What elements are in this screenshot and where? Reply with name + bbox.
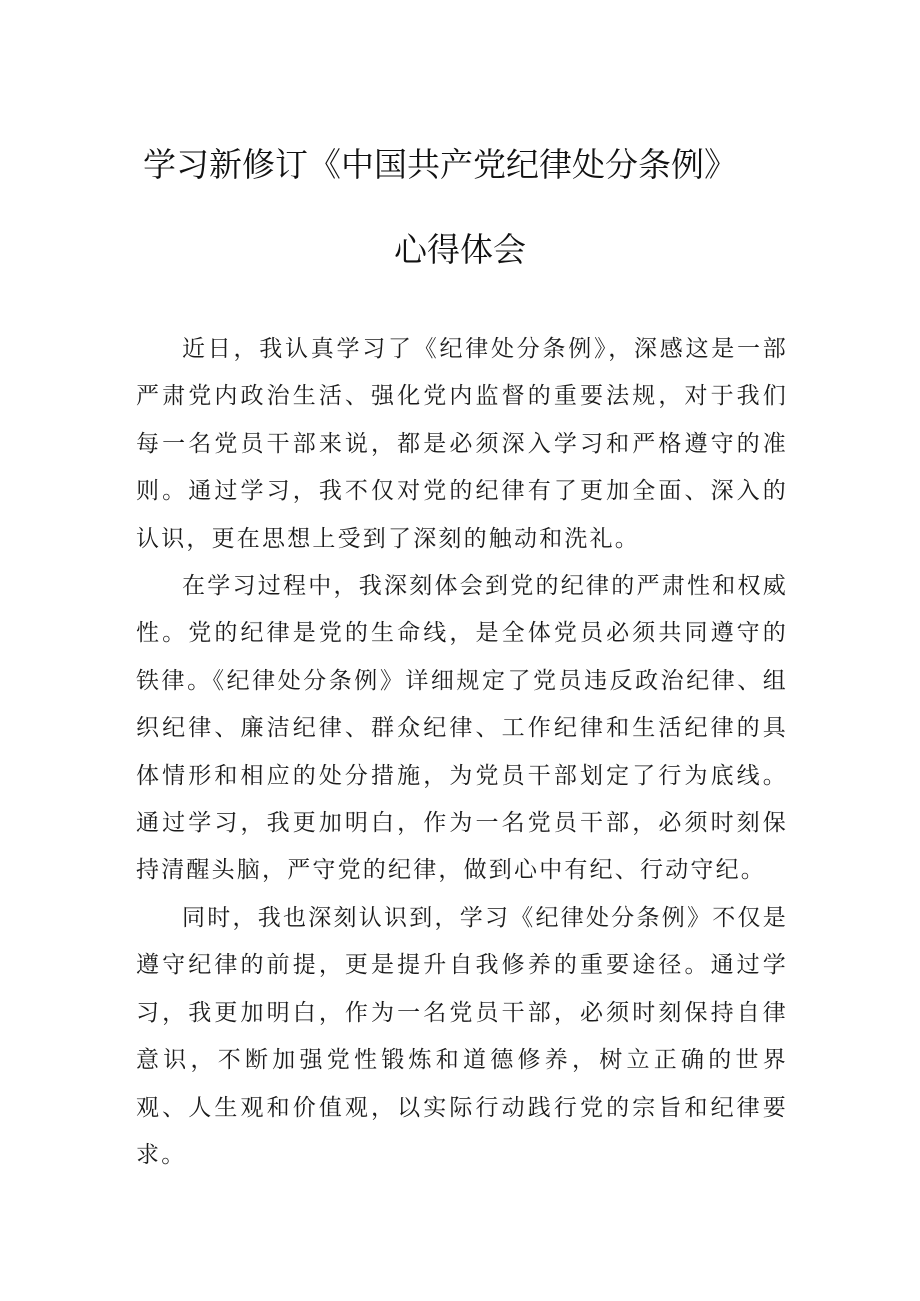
paragraph-1: 近日，我认真学习了《纪律处分条例》，深感这是一部严肃党内政治生活、强化党内监督的重要法规，对于我们每一名党员干部来说，都是必须深入学习和严格遵守的准则。通过学习，我不仅对党的纪律有了更加全面、深入的认识，更在思想上受到了深刻的触动和洗礼。 bbox=[136, 336, 788, 552]
paragraph-2: 在学习过程中，我深刻体会到党的纪律的严肃性和权威性。党的纪律是党的生命线，是全体党员必须共同遵守的铁律。《纪律处分条例》详细规定了党员违反政治纪律、组织纪律、廉洁纪律、群众纪律、工作纪律和生活纪律的具体情形和相应的处分措施，为党员干部划定了行为底线。通过学习，我更加明白，作为一名党员干部，必须时刻保持清醒头脑，严守党的纪律，做到心中有纪、行动守纪。 bbox=[136, 573, 788, 884]
document-title-line1: 学习新修订《中国共产党纪律处分条例》 bbox=[143, 145, 737, 184]
document-title-line2: 心得体会 bbox=[394, 230, 526, 269]
document-body bbox=[136, 326, 788, 1179]
paragraph-3: 同时，我也深刻认识到，学习《纪律处分条例》不仅是遵守纪律的前提，更是提升自我修养的重要途径。通过学习，我更加明白，作为一名党员干部，必须时刻保持自律意识，不断加强党性锻炼和道德修养，树立正确的世界观、人生观和价值观，以实际行动践行党的宗旨和纪律要求。 bbox=[136, 904, 788, 1168]
